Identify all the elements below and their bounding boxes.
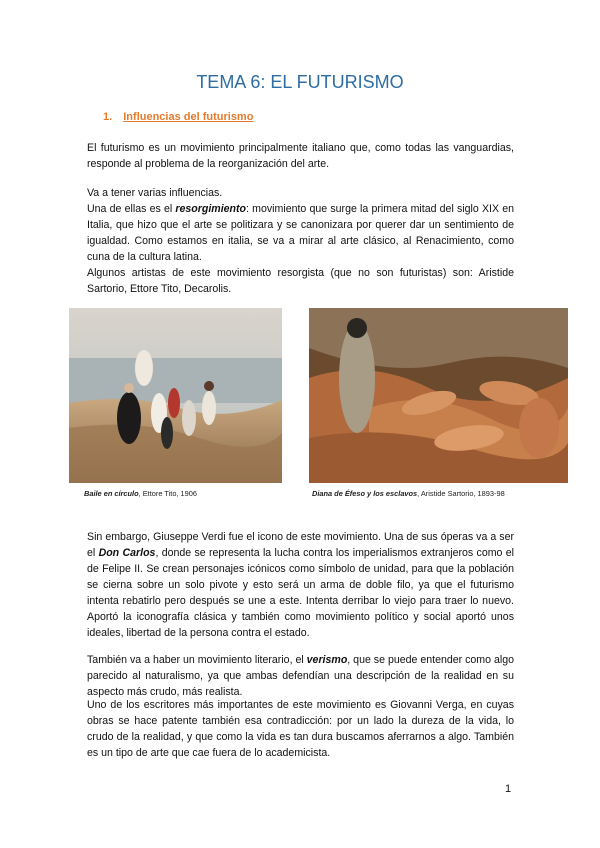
paragraph-influences [87,185,514,297]
caption-left [84,489,197,498]
section-label: Influencias del futurismo [123,111,254,123]
caption-left-title: Baile en círculo [84,489,139,498]
page-number: 1 [505,783,512,795]
resorgimiento-text: Una de ellas es el resorgimiento: movimiento que surge la primera mitad del siglo XIX en Italia, que hizo que el arte se politizara y se canonizara por querer dar un sentimiento de igualdad. Como estamos en italia, se va a mirar al arte clásico, al Renacimiento, como cuna de la cultura latina. [87,203,515,263]
paragraph-verismo: También va a haber un movimiento literario, el verismo, que se puede entender como algo parecido al naturalismo, ya que ambas defendían una descripción de la realidad en su aspecto más crudo, más realista. [87,654,514,698]
paragraph-intro: El futurismo es un movimiento principalmente italiano que, como todas las vanguardias, responde al problema de la reorganización del arte. [87,142,514,170]
term-verismo: verismo [306,654,348,666]
section-heading [103,111,253,123]
term-resorgimiento: resorgimiento [175,203,247,215]
paragraph-verdi: Sin embargo, Giuseppe Verdi fue el icono de este movimiento. Una de sus óperas va a ser el Don Carlos, donde se representa la lucha contra los imperialismos extranjeros como el de Felipe II. Se crean personajes icónicos como símbolo de unidad, para que la población se cierna sobre un solo pivote y esto será un arma de doble filo, ya que el futurismo intenta rebatirlo pero después se une a este. Intenta derribar lo viejo para traer lo nuevo. Aportó la iconografía clásica y también como movimiento político y social aportó unos ideales, libertad de la persona contra el estado. [87,531,514,639]
painting-image [69,308,282,483]
caption-right-rest: , Aristide Sartorio, 1893-98 [417,489,505,498]
painting-image [309,308,568,483]
caption-right [312,489,505,498]
page-title: TEMA 6: EL FUTURISMO [196,72,404,92]
painting-baile-en-circulo [69,308,282,483]
caption-right-title: Diana de Éfeso y los esclavos [312,489,418,498]
painting-diana-de-efeso [309,308,568,483]
influences-line: Va a tener varias influencias. [87,187,223,199]
caption-left-rest: , Ettore Tito, 1906 [138,489,197,498]
section-number: 1. [103,111,113,123]
term-don-carlos: Don Carlos [98,547,156,559]
paragraph-verga: Uno de los escritores más importantes de este movimiento es Giovanni Verga, en cuyas obras se hace patente también esa contradicción: por un lado la dureza de la vida, lo crudo de la realidad, y que como la vida es tan dura buscamos aferrarnos a algo. También es un tipo de arte que cae fuera de lo academicista. [87,699,514,759]
artists-text: Algunos artistas de este movimiento resorgista (que no son futuristas) son: Aristide Sartorio, Ettore Tito, Decarolis. [87,267,514,295]
